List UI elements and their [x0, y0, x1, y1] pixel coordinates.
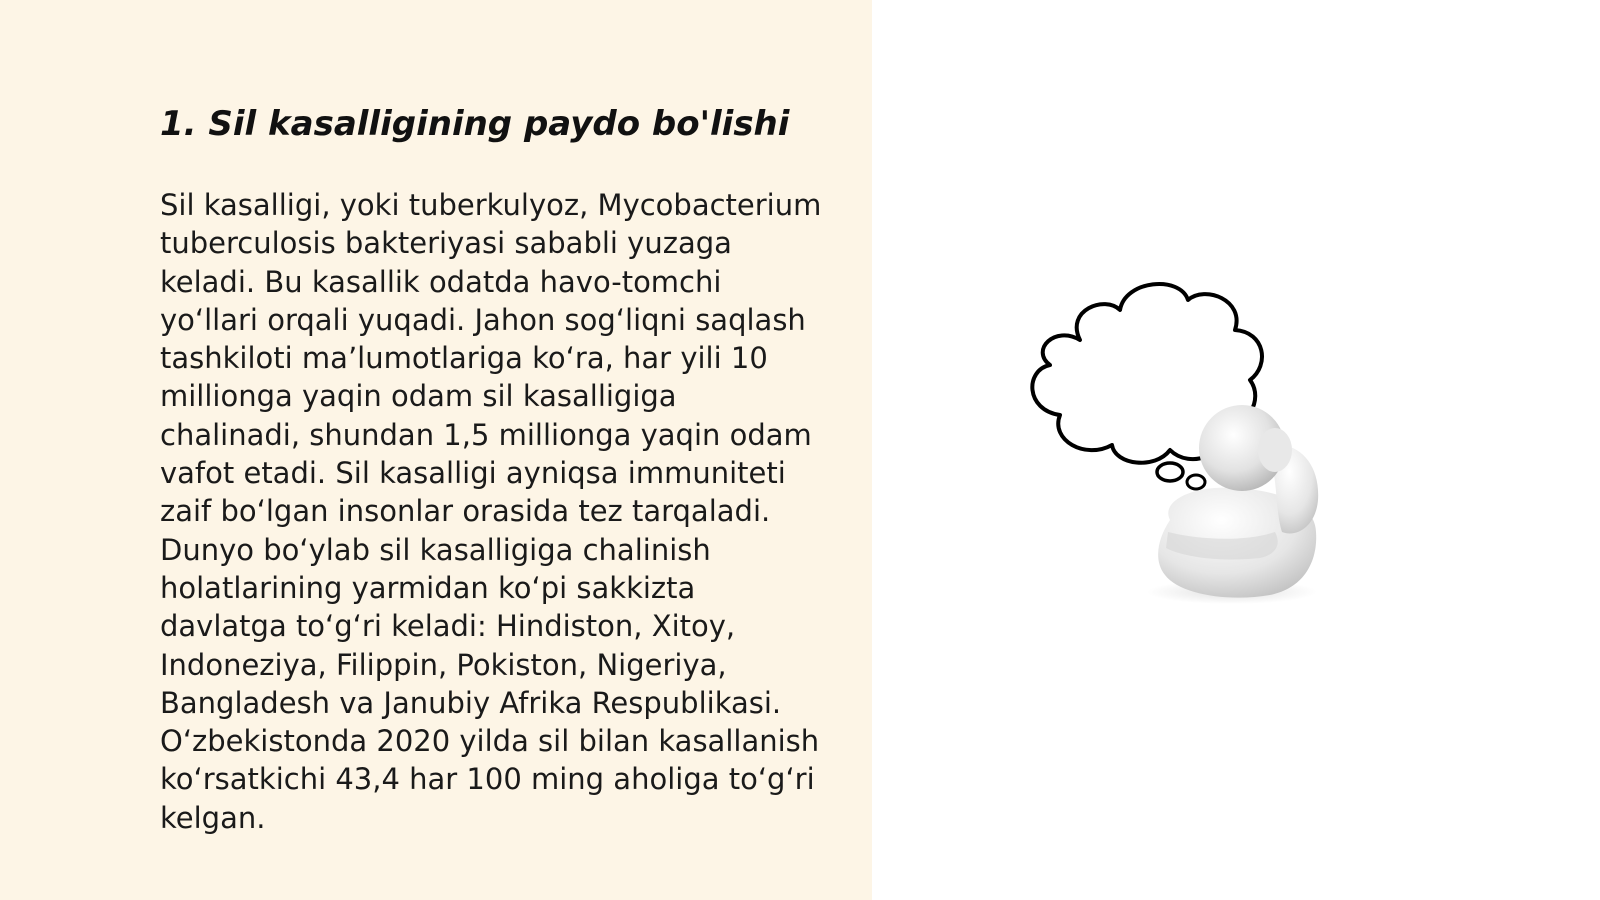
paragraph-line: kelgan.	[160, 800, 266, 835]
paragraph-line: Bangladesh va Janubiy Afrika Respublikasi.	[160, 685, 782, 720]
slide-title: 1. Sil kasalligining paydo bo'lishi	[160, 104, 790, 144]
paragraph-line: O‘zbekistonda 2020 yilda sil bilan kasallanish	[160, 724, 820, 759]
slide-paragraph	[160, 186, 850, 837]
paragraph-line: ko‘rsatkichi 43,4 har 100 ming aholiga to‘g‘ri	[160, 762, 815, 797]
paragraph-line: Indoneziya, Filippin, Pokiston, Nigeriya,	[160, 647, 727, 682]
paragraph-line: holatlarining yarmidan ko‘pi sakkizta	[160, 570, 696, 605]
thinking-person-icon	[1020, 270, 1360, 620]
paragraph-line: tashkiloti ma’lumotlariga ko‘ra, har yili 10	[160, 341, 768, 376]
paragraph-line: millionga yaqin odam sil kasalligiga	[160, 379, 677, 414]
paragraph-line: davlatga to‘g‘ri keladi: Hindiston, Xitoy,	[160, 609, 736, 644]
paragraph-line: vafot etadi. Sil kasalligi ayniqsa immuniteti	[160, 456, 786, 491]
paragraph-line: Sil kasalligi, yoki tuberkulyoz, Mycobacterium	[160, 188, 822, 222]
paragraph-line: chalinadi, shundan 1,5 millionga yaqin odam	[160, 417, 812, 452]
paragraph-line: Dunyo bo‘ylab sil kasalligiga chalinish	[160, 532, 711, 567]
paragraph-line: tuberculosis bakteriyasi sababli yuzaga	[160, 226, 732, 261]
paragraph-line: keladi. Bu kasallik odatda havo-tomchi	[160, 264, 722, 299]
paragraph-line: yo‘llari orqali yuqadi. Jahon sog‘liqni saqlash	[160, 302, 806, 337]
paragraph-line: zaif bo‘lgan insonlar orasida tez tarqaladi.	[160, 494, 771, 529]
